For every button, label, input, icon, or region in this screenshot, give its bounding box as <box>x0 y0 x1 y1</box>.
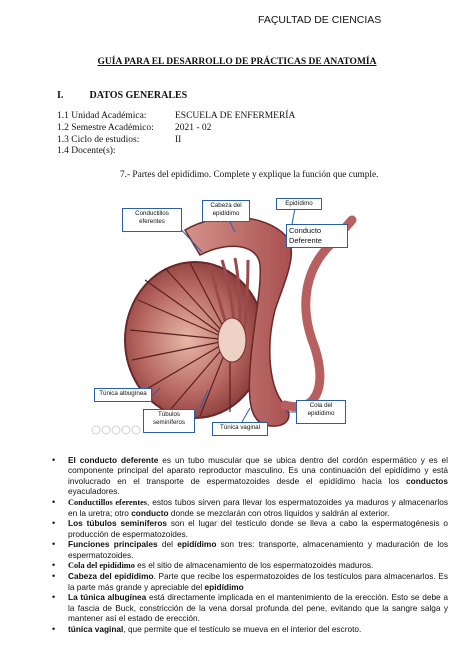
datos-row <box>57 135 295 147</box>
term: Cola del epidídimo <box>68 561 135 571</box>
datos-value: ESCUELA DE ENFERMERÍA <box>175 111 296 121</box>
document-title: GUÍA PARA EL DESARROLLO DE PRÁCTICAS DE ANATOMÍA <box>97 57 377 67</box>
section-number: I. <box>57 90 64 101</box>
description: , que permite que el testículo se mueva en el interior del escroto. <box>123 623 362 634</box>
question-text: 7.- Partes del epidídimo. Complete y explique la función que cumple. <box>120 170 379 180</box>
datos-value: II <box>175 134 182 145</box>
label-tunica-vaginal: Túnica vaginal <box>212 422 268 436</box>
image-controls-watermark <box>92 426 140 434</box>
datos-value: 2021 - 02 <box>175 122 212 133</box>
label-cabeza-epididimo: Cabeza del epidídimo <box>202 200 250 222</box>
datos-row <box>57 146 295 158</box>
description: del <box>157 539 178 550</box>
list-item <box>48 592 448 623</box>
list-item <box>48 497 448 519</box>
description: es un tubo muscular que se ubica dentro del cordón espermático y es el componente principal del aparato reproductor masculino. Es una continuación del epidídimo y está involucrado en el transporte de espermatozoides desde el epidídimo hacia los <box>68 455 448 486</box>
list-item <box>48 560 448 571</box>
term: túnica vaginal <box>68 623 124 634</box>
term: conducto <box>131 508 169 519</box>
section-heading <box>57 90 187 101</box>
list-item <box>48 571 448 592</box>
label-conducto-deferente: Conducto Deferente <box>286 224 348 248</box>
datos-row <box>57 123 295 135</box>
term: epidídimo <box>204 581 244 592</box>
description: son tres: transporte, almacenamiento y maduración de los espermatozoides. <box>68 539 448 560</box>
answer-list <box>48 455 448 634</box>
list-item <box>48 539 448 560</box>
description: donde se mezclarán con otros líquidos y saldrán al exterior. <box>168 508 390 519</box>
term: epidídimo <box>177 539 217 550</box>
label-conductillos-eferentes: Conductillos eferentes <box>122 208 182 232</box>
description: . Parte que recibe los espermatozoides de los testículos para almacenarlos. Es la parte más grande y apreciable del <box>68 571 448 592</box>
term: Cabeza del epidídimo <box>68 571 154 582</box>
list-item <box>48 518 448 539</box>
datos-label: 1.3 Ciclo de estudios: <box>57 134 140 145</box>
section-name: DATOS GENERALES <box>89 90 188 101</box>
term: Funciones principales <box>68 539 158 550</box>
datos-label: 1.2 Semestre Académico: <box>57 122 154 133</box>
description: , estos tubos sirven para llevar los espermatozoides ya maduros y almacenarlos en la uretra; otro <box>68 496 448 519</box>
label-cola-epididimo: Cola del epidídimo <box>296 400 346 424</box>
description: son el lugar del testículo donde se lleva a cabo la espermatogénesis o producción de espermatozoides. <box>68 518 448 539</box>
description: está directamente implicada en el mantenimiento de la erección. Esto se debe a la fascia de Buck, constricción de la vena dorsal profunda del pene, evitando que la sangre salga y mantener así el estado de erección. <box>68 592 448 624</box>
term: El conducto deferente <box>68 455 159 465</box>
datos-label: 1.4 Docente(s): <box>57 146 116 157</box>
term: Conductillos eferentes <box>68 497 148 507</box>
label-tunica-albuginea: Túnica albugínea <box>94 388 152 402</box>
term: Los túbulos seminíferos <box>68 518 168 529</box>
list-item <box>48 455 448 497</box>
rete-testis <box>218 318 246 362</box>
term: La túnica albugínea <box>68 592 147 603</box>
label-epididimo: Epidídimo <box>276 198 322 210</box>
term: conductos <box>406 475 448 486</box>
epididymis-figure <box>90 190 390 445</box>
vas-deferens <box>285 220 352 407</box>
list-item <box>48 624 448 634</box>
datos-row <box>57 111 295 123</box>
label-tubulos-seminiferos: Túbulos seminíferos <box>143 409 195 433</box>
datos-generales-list <box>57 111 295 158</box>
description: eyaculadores. <box>68 486 120 497</box>
faculty-header: FAÇULTAD DE CIENCIAS <box>258 14 382 26</box>
description: es el sitio de almacenamiento de los espermatozoides maduros. <box>134 560 374 571</box>
datos-label: 1.1 Unidad Académica: <box>57 111 147 121</box>
